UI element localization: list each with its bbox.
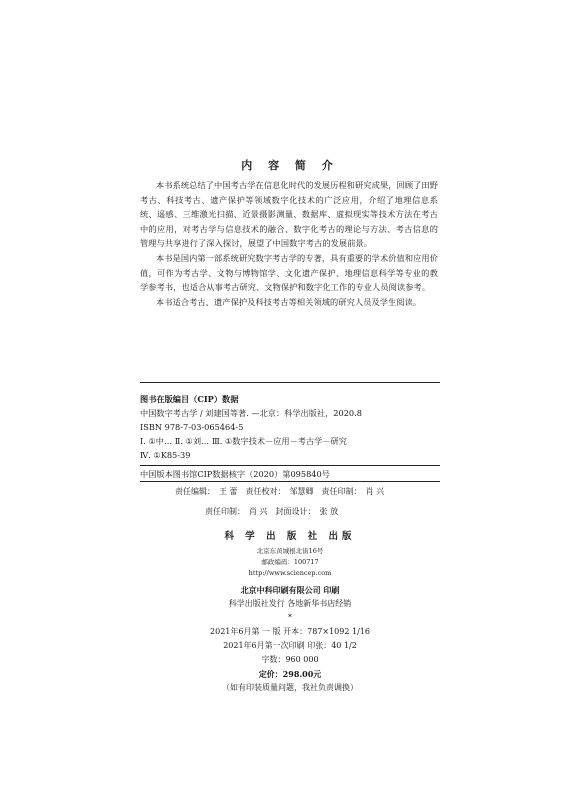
cip-classification-line: Ⅳ. ①K85-39 bbox=[140, 450, 191, 460]
synopsis-body bbox=[140, 178, 438, 309]
separator-star: * bbox=[288, 613, 292, 622]
cip-block bbox=[140, 392, 440, 462]
printing-line: 2021年6月第一次印刷 印张：40 1/2 bbox=[223, 641, 357, 650]
publisher-postcode: 邮政编码：100717 bbox=[261, 558, 319, 566]
staff-row bbox=[175, 482, 435, 502]
credit-cover bbox=[276, 502, 339, 522]
cip-title-line: 中国数字考古学 / 刘建国等著. —北京：科学出版社，2020.8 bbox=[140, 408, 362, 418]
staff-row bbox=[175, 502, 435, 522]
credit-label: 封面设计： bbox=[275, 507, 316, 516]
credit-label: 责任印制： bbox=[205, 507, 245, 516]
synopsis-title: 内 容 简 介 bbox=[241, 159, 339, 172]
synopsis-paragraph: 本书系统总结了中国考古学在信息化时代的发展历程和研究成果，回顾了田野考古、科技考古、遗产保护等领域数字化技术的广泛应用，介绍了地理信息系统、遥感、三维激光扫描、近景摄影测量、数据库、虚拟现实等技术方法在考古中的应用，对考古学与信息技术的融合、数字化考古的理论与方法、考古信息的管理与共享进行了深入探讨，展望了中国数字考古的发展前景。 bbox=[140, 180, 438, 249]
credit-editor bbox=[175, 482, 238, 502]
top-divider bbox=[140, 382, 440, 383]
cip-heading: 图书在版编目（CIP）数据 bbox=[140, 394, 239, 404]
credit-label: 责任编辑： bbox=[175, 487, 215, 496]
publisher-address: 北京东黄城根北街16号 bbox=[256, 547, 324, 555]
credit-proofreader bbox=[246, 482, 314, 502]
publisher-block bbox=[0, 528, 580, 695]
edition-line: 2021年6月第 一 版 开本：787×1092 1/16 bbox=[210, 627, 370, 636]
credit-print bbox=[205, 502, 268, 522]
wordcount-line: 字数：960 000 bbox=[261, 655, 319, 664]
credit-value: 肖 兴 bbox=[249, 507, 268, 516]
quality-note: （如有印装质量问题，我社负责调换） bbox=[222, 683, 358, 692]
credit-producer bbox=[322, 482, 385, 502]
publisher-website: http://www.sciencep.com bbox=[248, 569, 332, 577]
price-line: 定价：298.00元 bbox=[258, 669, 322, 679]
synopsis-paragraph: 本书是国内第一部系统研究数字考古学的专著，具有重要的学术价值和应用价值，可作为考古学、文物与博物馆学、文化遗产保护、地理信息科学等专业的教学参考书，也适合从事考古研究、文物保护和数字化工作的专业人员阅读参考。 bbox=[140, 252, 438, 293]
credit-label: 责任校对： bbox=[245, 487, 286, 496]
cip-record-divider bbox=[140, 465, 440, 466]
credit-label: 责任印制： bbox=[321, 487, 362, 496]
credit-value: 邹慧卿 bbox=[289, 487, 314, 496]
credit-value: 肖 兴 bbox=[365, 487, 385, 496]
credit-value: 王 蕾 bbox=[219, 487, 238, 496]
printer-line: 北京中科印刷有限公司 印刷 bbox=[240, 585, 340, 595]
cip-subject-line: Ⅰ. ①中… Ⅱ. ①刘… Ⅲ. ①数字技术－应用－考古学－研究 bbox=[140, 436, 347, 446]
distributor-line: 科学出版社发行 各地新华书店经销 bbox=[228, 599, 352, 608]
publisher-name: 科 学 出 版 社 出版 bbox=[224, 531, 356, 542]
synopsis-paragraph: 本书适合考古、遗产保护及科技考古等相关领域的研究人员及学生阅读。 bbox=[156, 296, 422, 307]
cip-isbn-line: ISBN 978-7-03-065464-5 bbox=[140, 422, 244, 432]
credit-value: 张 放 bbox=[319, 507, 339, 516]
staff-credits bbox=[175, 482, 435, 522]
cip-record bbox=[140, 467, 440, 481]
cip-record-line: 中国版本图书馆CIP数据核字（2020）第095840号 bbox=[140, 469, 330, 479]
